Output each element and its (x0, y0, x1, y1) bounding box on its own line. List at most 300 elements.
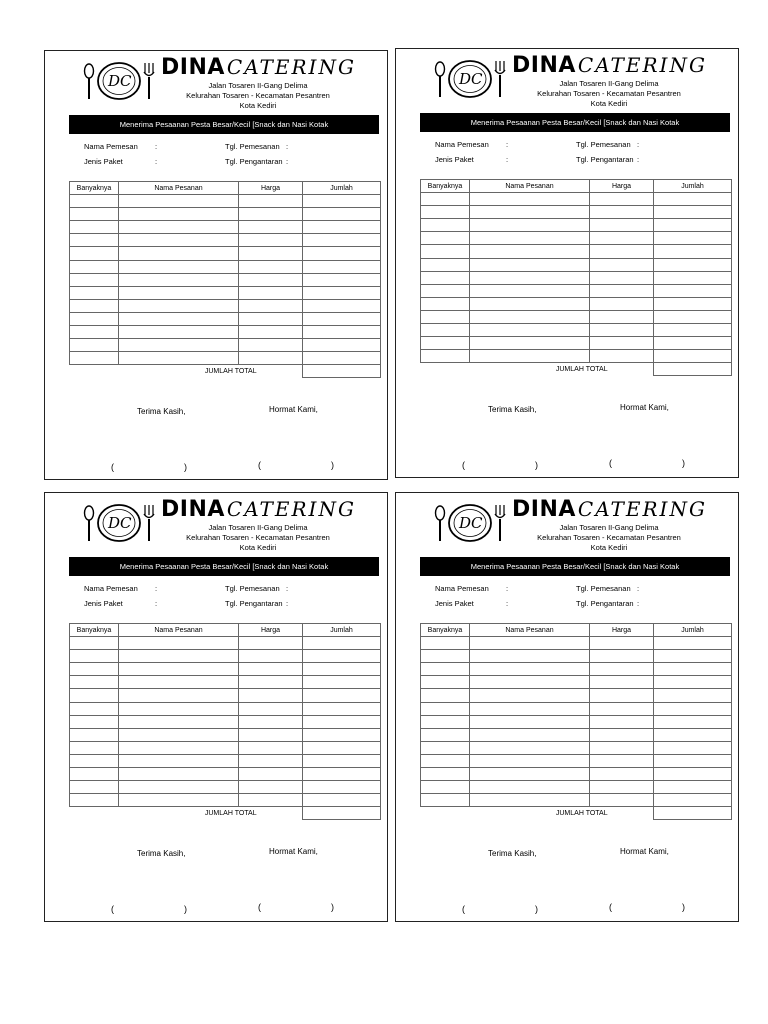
table-cell (421, 702, 470, 715)
table-cell (654, 728, 732, 741)
table-cell (470, 297, 590, 310)
order-items-table (69, 181, 381, 378)
table-cell (421, 676, 470, 689)
total-label: JUMLAH TOTAL (421, 807, 654, 820)
header-banyaknya: Banyaknya (70, 624, 119, 637)
tgl-pengantaran-label: Tgl. Pengantaran (576, 599, 634, 608)
table-cell (119, 781, 239, 794)
signature-close-paren-left: ) (535, 460, 538, 470)
table-cell (421, 350, 470, 363)
table-cell (421, 258, 470, 271)
table-row (70, 326, 381, 339)
table-row (70, 676, 381, 689)
table-cell (590, 219, 654, 232)
table-cell (470, 781, 590, 794)
table-cell (654, 754, 732, 767)
order-items-table (69, 623, 381, 820)
table-row (70, 273, 381, 286)
table-cell (421, 271, 470, 284)
table-cell (470, 676, 590, 689)
table-cell (303, 663, 381, 676)
table-row (421, 258, 732, 271)
header-nama-pesanan: Nama Pesanan (119, 624, 239, 637)
table-cell (303, 299, 381, 312)
table-header-row (70, 624, 381, 637)
address-line-3: Kota Kediri (239, 101, 277, 110)
catering-logo-icon (79, 501, 159, 545)
table-cell (590, 728, 654, 741)
table-cell (70, 221, 119, 234)
table-row (421, 715, 732, 728)
address-line-3: Kota Kediri (590, 543, 628, 552)
logo-letters: DC (459, 514, 483, 532)
signature-close-paren-left: ) (184, 904, 187, 914)
table-cell (119, 352, 239, 365)
table-row (421, 193, 732, 206)
table-row (70, 299, 381, 312)
address-line-1: Jalan Tosaren II-Gang Delima (559, 523, 659, 532)
tgl-pengantaran-label: Tgl. Pengantaran (576, 155, 634, 164)
table-cell (470, 650, 590, 663)
header-jumlah: Jumlah (303, 624, 381, 637)
table-cell (303, 768, 381, 781)
table-cell (470, 663, 590, 676)
address-line-2: Kelurahan Tosaren - Kecamatan Pesantren (537, 533, 681, 542)
table-cell (470, 219, 590, 232)
table-row (421, 297, 732, 310)
tgl-pemesanan-label: Tgl. Pemesanan (225, 142, 280, 151)
table-cell (421, 794, 470, 807)
table-cell (470, 193, 590, 206)
table-row (70, 768, 381, 781)
table-cell (119, 689, 239, 702)
table-cell (239, 794, 303, 807)
total-label: JUMLAH TOTAL (70, 807, 303, 820)
table-cell (239, 339, 303, 352)
table-cell (470, 715, 590, 728)
table-cell (421, 768, 470, 781)
table-cell (421, 284, 470, 297)
table-cell (239, 208, 303, 221)
total-value-cell (654, 363, 732, 376)
tgl-pemesanan-colon: : (637, 140, 640, 149)
table-cell (470, 337, 590, 350)
table-row (70, 794, 381, 807)
table-row (70, 247, 381, 260)
table-cell (470, 754, 590, 767)
table-cell (119, 273, 239, 286)
table-row (421, 650, 732, 663)
brand-name-bold: DINA (161, 55, 225, 80)
brand-name-script: CATERING (226, 497, 356, 521)
table-cell (590, 702, 654, 715)
table-cell (590, 754, 654, 767)
table-row (70, 741, 381, 754)
table-cell (470, 689, 590, 702)
total-label: JUMLAH TOTAL (421, 363, 654, 376)
table-cell (303, 234, 381, 247)
table-row (421, 284, 732, 297)
tgl-pengantaran-label: Tgl. Pengantaran (225, 157, 283, 166)
table-row (70, 234, 381, 247)
jenis-paket-label: Jenis Paket (435, 599, 474, 608)
table-row (70, 715, 381, 728)
table-row (70, 728, 381, 741)
table-cell (654, 219, 732, 232)
table-cell (303, 794, 381, 807)
table-row (421, 754, 732, 767)
table-cell (654, 637, 732, 650)
signature-open-paren-right: ( (609, 902, 612, 912)
table-cell (421, 193, 470, 206)
total-row (70, 365, 381, 378)
table-cell (590, 741, 654, 754)
service-banner: Menerima Pesaanan Pesta Besar/Kecil [Snack dan Nasi Kotak (420, 557, 730, 576)
table-cell (119, 650, 239, 663)
nama-pemesan-colon: : (506, 584, 509, 593)
table-cell (654, 271, 732, 284)
table-row (70, 208, 381, 221)
logo-letters: DC (459, 70, 483, 88)
table-cell (470, 728, 590, 741)
table-cell (239, 728, 303, 741)
service-banner: Menerima Pesaanan Pesta Besar/Kecil [Snack dan Nasi Kotak (420, 113, 730, 132)
signature-close-paren-right: ) (682, 458, 685, 468)
regards-text: Hormat Kami, (620, 847, 669, 856)
table-cell (303, 637, 381, 650)
table-cell (239, 326, 303, 339)
address-line-2: Kelurahan Tosaren - Kecamatan Pesantren (186, 533, 330, 542)
table-cell (590, 324, 654, 337)
table-cell (421, 715, 470, 728)
table-cell (590, 245, 654, 258)
table-row (421, 337, 732, 350)
order-items-table (420, 179, 732, 376)
order-form-1 (44, 50, 388, 480)
table-cell (654, 781, 732, 794)
brand-name (512, 55, 707, 77)
table-cell (654, 689, 732, 702)
table-row (70, 754, 381, 767)
table-cell (239, 754, 303, 767)
table-cell (590, 337, 654, 350)
table-cell (239, 741, 303, 754)
table-cell (70, 781, 119, 794)
table-cell (421, 650, 470, 663)
table-cell (303, 352, 381, 365)
header-banyaknya: Banyaknya (421, 624, 470, 637)
table-cell (590, 768, 654, 781)
header-jumlah: Jumlah (303, 182, 381, 195)
table-row (70, 702, 381, 715)
table-cell (119, 234, 239, 247)
thanks-text: Terima Kasih, (488, 849, 537, 858)
table-cell (70, 286, 119, 299)
thanks-text: Terima Kasih, (137, 407, 186, 416)
table-row (421, 350, 732, 363)
table-cell (470, 324, 590, 337)
table-cell (239, 663, 303, 676)
table-cell (239, 650, 303, 663)
table-cell (590, 689, 654, 702)
table-row (70, 352, 381, 365)
table-row (421, 741, 732, 754)
brand-name-bold: DINA (512, 497, 576, 522)
table-cell (303, 676, 381, 689)
table-cell (654, 206, 732, 219)
table-cell (590, 350, 654, 363)
table-cell (239, 247, 303, 260)
table-cell (590, 193, 654, 206)
table-cell (303, 339, 381, 352)
table-cell (470, 271, 590, 284)
table-cell (421, 324, 470, 337)
table-cell (239, 195, 303, 208)
table-cell (303, 312, 381, 325)
table-row (70, 689, 381, 702)
table-cell (239, 234, 303, 247)
table-cell (70, 741, 119, 754)
header-harga: Harga (590, 624, 654, 637)
header-nama-pesanan: Nama Pesanan (470, 624, 590, 637)
logo-letters: DC (108, 514, 132, 532)
tgl-pemesanan-colon: : (286, 142, 289, 151)
table-cell (239, 637, 303, 650)
table-cell (470, 702, 590, 715)
table-row (421, 271, 732, 284)
jenis-paket-colon: : (506, 599, 509, 608)
table-cell (303, 286, 381, 299)
table-cell (590, 676, 654, 689)
signature-close-paren-right: ) (682, 902, 685, 912)
table-cell (303, 689, 381, 702)
header-nama-pesanan: Nama Pesanan (470, 180, 590, 193)
table-cell (303, 741, 381, 754)
header-nama-pesanan: Nama Pesanan (119, 182, 239, 195)
jenis-paket-label: Jenis Paket (435, 155, 474, 164)
table-cell (303, 754, 381, 767)
table-row (421, 232, 732, 245)
table-cell (654, 715, 732, 728)
header-jumlah: Jumlah (654, 180, 732, 193)
catering-logo-icon (430, 501, 510, 545)
order-items-table (420, 623, 732, 820)
table-row (421, 637, 732, 650)
total-row (421, 807, 732, 820)
table-cell (654, 258, 732, 271)
signature-open-paren-right: ( (258, 902, 261, 912)
table-cell (421, 663, 470, 676)
table-cell (421, 728, 470, 741)
jenis-paket-label: Jenis Paket (84, 157, 123, 166)
table-cell (421, 245, 470, 258)
table-cell (470, 258, 590, 271)
table-row (421, 728, 732, 741)
table-cell (470, 206, 590, 219)
regards-text: Hormat Kami, (269, 847, 318, 856)
table-cell (119, 663, 239, 676)
table-cell (119, 208, 239, 221)
table-cell (70, 339, 119, 352)
table-cell (239, 715, 303, 728)
table-cell (303, 208, 381, 221)
table-cell (70, 702, 119, 715)
nama-pemesan-colon: : (155, 142, 158, 151)
catering-logo-icon (430, 57, 510, 101)
table-cell (119, 299, 239, 312)
table-cell (590, 206, 654, 219)
tgl-pengantaran-colon: : (286, 599, 289, 608)
table-row (421, 310, 732, 323)
table-cell (119, 286, 239, 299)
table-cell (70, 247, 119, 260)
address-line-2: Kelurahan Tosaren - Kecamatan Pesantren (186, 91, 330, 100)
brand-name-bold: DINA (512, 53, 576, 78)
table-cell (119, 794, 239, 807)
table-row (421, 663, 732, 676)
table-cell (239, 702, 303, 715)
table-cell (654, 297, 732, 310)
jenis-paket-colon: : (506, 155, 509, 164)
tgl-pengantaran-colon: : (637, 155, 640, 164)
table-cell (303, 247, 381, 260)
table-cell (303, 728, 381, 741)
table-cell (590, 663, 654, 676)
table-cell (654, 193, 732, 206)
signature-open-paren-right: ( (258, 460, 261, 470)
table-cell (239, 676, 303, 689)
table-cell (119, 676, 239, 689)
table-cell (303, 326, 381, 339)
table-row (421, 702, 732, 715)
table-row (421, 219, 732, 232)
table-row (70, 650, 381, 663)
brand-name-bold: DINA (161, 497, 225, 522)
table-cell (239, 299, 303, 312)
table-cell (70, 312, 119, 325)
brand-name-script: CATERING (226, 55, 356, 79)
thanks-text: Terima Kasih, (488, 405, 537, 414)
table-cell (119, 715, 239, 728)
signature-close-paren-left: ) (535, 904, 538, 914)
address-line-3: Kota Kediri (239, 543, 277, 552)
table-cell (590, 258, 654, 271)
tgl-pengantaran-colon: : (286, 157, 289, 166)
regards-text: Hormat Kami, (620, 403, 669, 412)
table-cell (590, 715, 654, 728)
total-row (70, 807, 381, 820)
table-row (421, 245, 732, 258)
table-cell (590, 794, 654, 807)
table-cell (470, 232, 590, 245)
table-cell (303, 781, 381, 794)
signature-close-paren-right: ) (331, 460, 334, 470)
table-cell (239, 286, 303, 299)
total-row (421, 363, 732, 376)
table-cell (239, 221, 303, 234)
signature-close-paren-right: ) (331, 902, 334, 912)
brand-name-script: CATERING (577, 497, 707, 521)
table-cell (654, 768, 732, 781)
table-cell (470, 284, 590, 297)
table-row (70, 260, 381, 273)
table-row (70, 637, 381, 650)
table-cell (654, 663, 732, 676)
catering-logo-icon (79, 59, 159, 103)
table-cell (421, 219, 470, 232)
signature-close-paren-left: ) (184, 462, 187, 472)
signature-open-paren-left: ( (462, 904, 465, 914)
table-row (421, 676, 732, 689)
table-cell (119, 247, 239, 260)
table-cell (654, 702, 732, 715)
address-line-3: Kota Kediri (590, 99, 628, 108)
tgl-pengantaran-colon: : (637, 599, 640, 608)
table-row (70, 339, 381, 352)
header-banyaknya: Banyaknya (70, 182, 119, 195)
table-cell (654, 676, 732, 689)
table-row (421, 324, 732, 337)
table-cell (303, 273, 381, 286)
total-value-cell (654, 807, 732, 820)
table-cell (119, 339, 239, 352)
table-cell (654, 350, 732, 363)
table-cell (421, 232, 470, 245)
thanks-text: Terima Kasih, (137, 849, 186, 858)
table-cell (70, 260, 119, 273)
service-banner: Menerima Pesaanan Pesta Besar/Kecil [Snack dan Nasi Kotak (69, 557, 379, 576)
service-banner: Menerima Pesaanan Pesta Besar/Kecil [Snack dan Nasi Kotak (69, 115, 379, 134)
header-banyaknya: Banyaknya (421, 180, 470, 193)
logo-letters: DC (108, 72, 132, 90)
table-cell (70, 299, 119, 312)
table-cell (119, 326, 239, 339)
tgl-pemesanan-colon: : (637, 584, 640, 593)
table-row (70, 663, 381, 676)
table-cell (119, 637, 239, 650)
table-cell (654, 245, 732, 258)
table-cell (421, 637, 470, 650)
table-cell (119, 702, 239, 715)
table-cell (119, 260, 239, 273)
table-cell (421, 297, 470, 310)
table-cell (470, 768, 590, 781)
order-form-2 (395, 48, 739, 478)
table-cell (70, 637, 119, 650)
table-cell (70, 768, 119, 781)
table-cell (421, 741, 470, 754)
nama-pemesan-label: Nama Pemesan (84, 142, 138, 151)
table-cell (239, 352, 303, 365)
table-cell (70, 208, 119, 221)
total-value-cell (303, 807, 381, 820)
table-cell (590, 637, 654, 650)
table-cell (70, 754, 119, 767)
table-cell (303, 702, 381, 715)
header-jumlah: Jumlah (654, 624, 732, 637)
signature-open-paren-left: ( (111, 462, 114, 472)
table-cell (239, 312, 303, 325)
table-cell (421, 310, 470, 323)
table-cell (654, 284, 732, 297)
table-cell (590, 310, 654, 323)
table-cell (119, 741, 239, 754)
table-row (421, 689, 732, 702)
table-cell (590, 232, 654, 245)
table-cell (70, 794, 119, 807)
table-cell (421, 781, 470, 794)
table-row (421, 794, 732, 807)
